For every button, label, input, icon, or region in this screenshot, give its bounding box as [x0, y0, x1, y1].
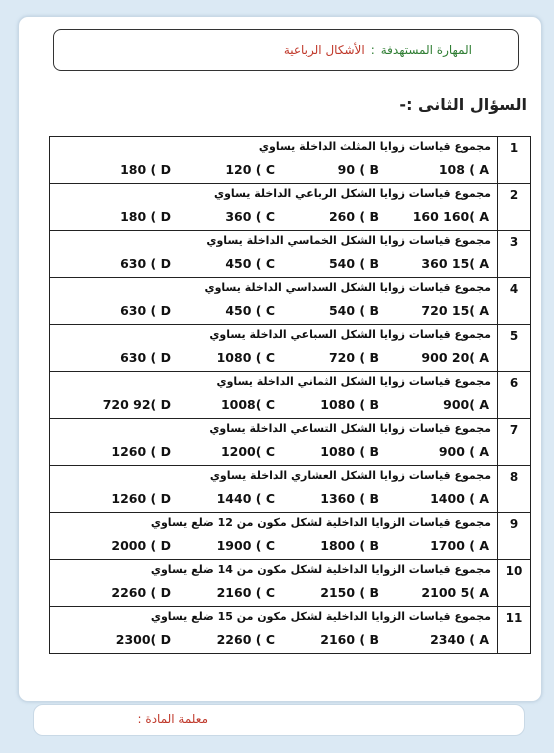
- option-d: 1260 ( D: [111, 444, 171, 459]
- option-c: 120 ( C: [225, 162, 275, 177]
- option-c: 450 ( C: [225, 303, 275, 318]
- question-row: [50, 513, 531, 560]
- option-c: 1080 ( C: [216, 350, 275, 365]
- question-cell: [50, 278, 498, 325]
- question-text: مجموع قياسات زوايا الشكل الثماني الداخلة يساوي: [216, 375, 491, 388]
- option-d: 630 ( D: [120, 256, 171, 271]
- question-row: [50, 137, 531, 184]
- question-cell: [50, 137, 498, 184]
- question-cell: [50, 325, 498, 372]
- option-a: 900 ( A: [438, 444, 489, 459]
- question-text: مجموع قياسات زوايا الشكل السداسي الداخلة يساوي: [204, 281, 491, 294]
- option-d: 180 ( D: [120, 162, 171, 177]
- option-c: 450 ( C: [225, 256, 275, 271]
- question-cell: [50, 560, 498, 607]
- question-text: مجموع قياسات زوايا الشكل الرباعي الداخلة يساوي: [214, 187, 491, 200]
- option-c: 1200( C: [220, 444, 275, 459]
- question-text: مجموع قياسات زوايا المثلث الداخلة يساوي: [258, 140, 491, 153]
- option-c: 1008( C: [220, 397, 275, 412]
- option-b: 2150 ( B: [320, 585, 379, 600]
- question-row: [50, 231, 531, 278]
- option-a: 2340 ( A: [430, 632, 489, 647]
- question-cell: [50, 184, 498, 231]
- option-d: 630 ( D: [120, 350, 171, 365]
- teacher-footer-box: [33, 704, 525, 736]
- target-skill-separator: :: [370, 43, 375, 57]
- target-skill-label: المهارة المستهدفة: [380, 43, 472, 57]
- question-number: 7: [498, 419, 531, 466]
- option-c: 360 ( C: [225, 209, 275, 224]
- question-cell: [50, 231, 498, 278]
- question-text: مجموع قياسات الزوايا الداخلية لشكل مكون من 12 ضلع يساوي: [150, 516, 491, 529]
- question-row: [50, 325, 531, 372]
- option-c: 2260 ( C: [216, 632, 275, 647]
- option-b: 1800 ( B: [320, 538, 379, 553]
- question-row: [50, 466, 531, 513]
- question-number: 3: [498, 231, 531, 278]
- option-c: 2160 ( C: [216, 585, 275, 600]
- option-b: 2160 ( B: [320, 632, 379, 647]
- option-b: 260 ( B: [328, 209, 379, 224]
- target-skill-box: [53, 29, 519, 71]
- option-d: 180 ( D: [120, 209, 171, 224]
- option-d: 720 92( D: [102, 397, 171, 412]
- question-row: [50, 184, 531, 231]
- question-row: [50, 560, 531, 607]
- question-text: مجموع قياسات الزوايا الداخلية لشكل مكون من 15 ضلع يساوي: [150, 610, 491, 623]
- option-a: 900( A: [443, 397, 489, 412]
- option-d: 2300( D: [115, 632, 171, 647]
- question-cell: [50, 607, 498, 654]
- question-cell: [50, 419, 498, 466]
- option-b: 720 ( B: [328, 350, 379, 365]
- option-a: 1400 ( A: [430, 491, 489, 506]
- section-title: السؤال الثانى :-: [399, 95, 527, 114]
- option-a: 1700 ( A: [430, 538, 489, 553]
- question-number: 8: [498, 466, 531, 513]
- questions-table: [49, 136, 531, 654]
- teacher-label: معلمة المادة :: [137, 712, 208, 726]
- option-a: 2100 5( A: [421, 585, 489, 600]
- question-number: 9: [498, 513, 531, 560]
- option-c: 1900 ( C: [216, 538, 275, 553]
- option-a: 160 160( A: [412, 209, 489, 224]
- question-number: 10: [498, 560, 531, 607]
- option-c: 1440 ( C: [216, 491, 275, 506]
- option-b: 540 ( B: [328, 303, 379, 318]
- question-number: 4: [498, 278, 531, 325]
- question-row: [50, 607, 531, 654]
- option-b: 1080 ( B: [320, 397, 379, 412]
- option-b: 1080 ( B: [320, 444, 379, 459]
- question-number: 11: [498, 607, 531, 654]
- question-cell: [50, 513, 498, 560]
- option-a: 108 ( A: [438, 162, 489, 177]
- question-text: مجموع قياسات زوايا الشكل الخماسي الداخلة يساوي: [206, 234, 491, 247]
- question-number: 1: [498, 137, 531, 184]
- worksheet-sheet: [18, 16, 542, 702]
- option-d: 2000 ( D: [111, 538, 171, 553]
- option-a: 900 20( A: [421, 350, 489, 365]
- option-a: 360 15( A: [421, 256, 489, 271]
- option-b: 90 ( B: [337, 162, 379, 177]
- question-number: 5: [498, 325, 531, 372]
- question-cell: [50, 466, 498, 513]
- question-number: 2: [498, 184, 531, 231]
- question-text: مجموع قياسات زوايا الشكل العشاري الداخلة يساوي: [209, 469, 491, 482]
- question-row: [50, 372, 531, 419]
- question-row: [50, 419, 531, 466]
- option-b: 540 ( B: [328, 256, 379, 271]
- question-text: مجموع قياسات زوايا الشكل السباعي الداخلة يساوي: [209, 328, 491, 341]
- option-a: 720 15( A: [421, 303, 489, 318]
- target-skill-value: الأشكال الرباعية: [283, 43, 365, 57]
- question-text: مجموع قياسات الزوايا الداخلية لشكل مكون من 14 ضلع يساوي: [150, 563, 491, 576]
- option-d: 2260 ( D: [111, 585, 171, 600]
- option-b: 1360 ( B: [320, 491, 379, 506]
- option-d: 630 ( D: [120, 303, 171, 318]
- question-number: 6: [498, 372, 531, 419]
- question-cell: [50, 372, 498, 419]
- question-text: مجموع قياسات زوايا الشكل التساعي الداخلة يساوي: [209, 422, 491, 435]
- option-d: 1260 ( D: [111, 491, 171, 506]
- question-row: [50, 278, 531, 325]
